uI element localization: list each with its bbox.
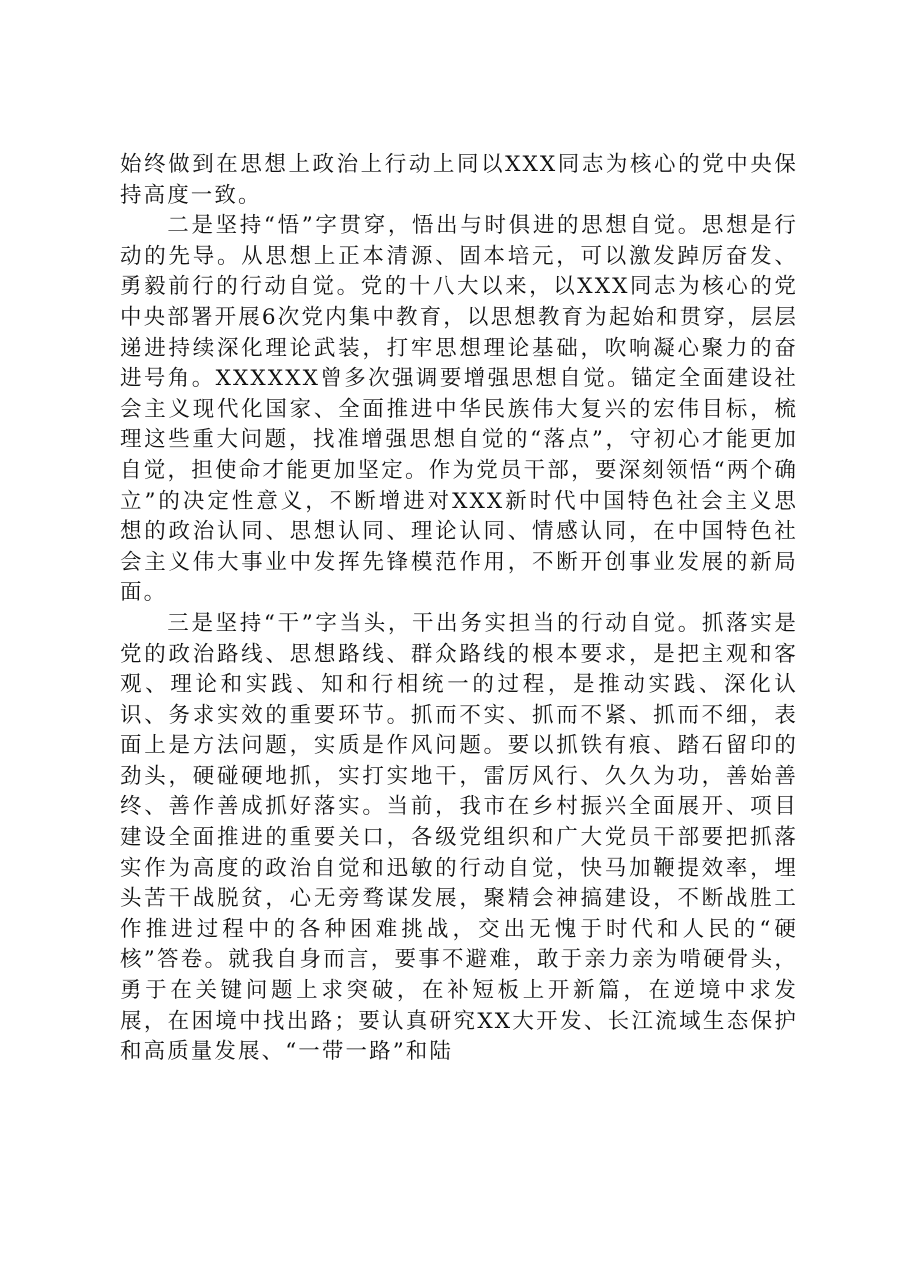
document-body bbox=[120, 150, 798, 1068]
paragraph-1: 始终做到在思想上政治上行动上同以XXX同志为核心的党中央保持高度一致。 bbox=[120, 152, 798, 208]
paragraph-3: 三是坚持“干”字当头，干出务实担当的行动自觉。抓落实是党的政治路线、思想路线、群众路线的根本要求，是把主观和客观、理论和实践、知和行相统一的过程，是推动实践、深化认识、务求实效的重要环节。抓而不实、抓而不紧、抓而不细，表面上是方法问题，实质是作风问题。要以抓铁有痕、踏石留印的劲头，硬碰硬地抓，实打实地干，雷厉风行、久久为功，善始善终、善作善成抓好落实。当前，我市在乡村振兴全面展开、项目建设全面推进的重要关口，各级党组织和广大党员干部要把抓落实作为高度的政治自觉和迅敏的行动自觉，快马加鞭提效率，埋头苦干战脱贫，心无旁骛谋发展，聚精会神搞建设，不断战胜工作推进过程中的各种困难挑战，交出无愧于时代和人民的“硬核”答卷。就我自身而言，要事不避难，敢于亲力亲为啃硬骨头，勇于在关键问题上求突破，在补短板上开新篇，在逆境中求发展，在困境中找出路；要认真研究XX大开发、长江流域生态保护和高质量发展、“一带一路”和陆 bbox=[120, 610, 798, 1065]
paragraph-2: 二是坚持“悟”字贯穿，悟出与时俱进的思想自觉。思想是行动的先导。从思想上正本清源、固本培元，可以激发踔厉奋发、勇毅前行的行动自觉。党的十八大以来，以XXX同志为核心的党中央部署开展6次党内集中教育，以思想教育为起始和贯穿，层层递进持续深化理论武装，打牢思想理论基础，吹响凝心聚力的奋进号角。XXXXXX曾多次强调要增强思想自觉。锚定全面建设社会主义现代化国家、全面推进中华民族伟大复兴的宏伟目标，梳理这些重大问题，找准增强思想自觉的“落点”，守初心才能更加自觉，担使命才能更加坚定。作为党员干部，要深刻领悟“两个确立”的决定性意义，不断增进对XXX新时代中国特色社会主义思想的政治认同、思想认同、理论认同、情感认同，在中国特色社会主义伟大事业中发挥先锋模范作用，不断开创事业发展的新局面。 bbox=[120, 213, 798, 606]
